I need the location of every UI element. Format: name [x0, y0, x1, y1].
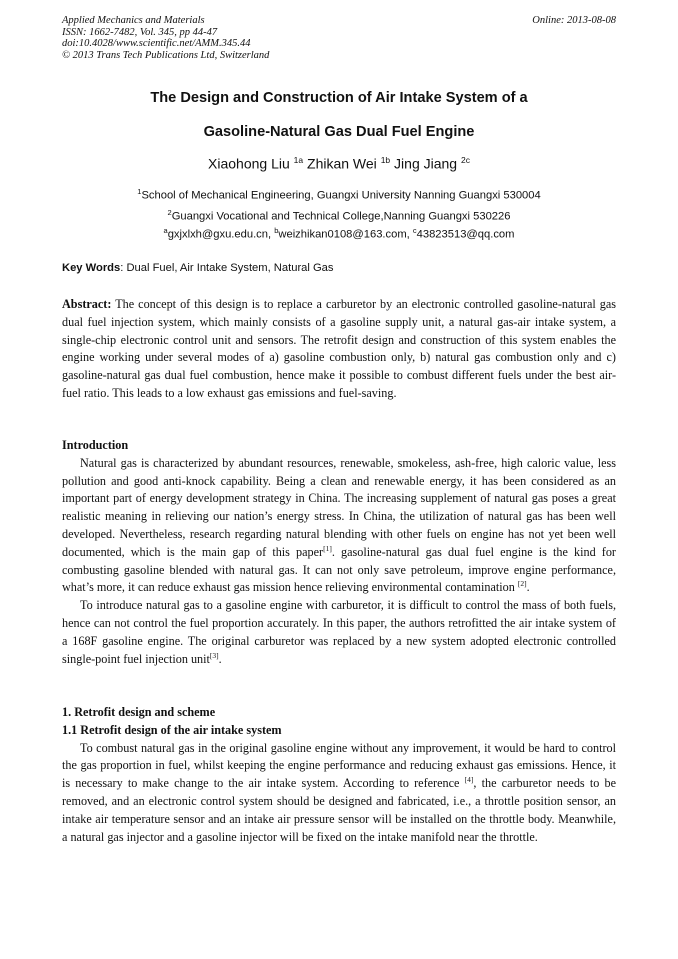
affiliation-2	[62, 208, 616, 223]
author-name: Xiaohong Liu	[208, 155, 290, 172]
journal-header	[62, 15, 269, 61]
affiliation-sup: 1	[137, 187, 142, 196]
citation: [1]	[323, 543, 332, 553]
paragraph-text: , the carburetor needs to be removed, and an electronic control system should be designed and fabricated, i.e., a throttle position sensor, an intake air temperature sensor and an intake air pressure sensor will be installed on the throttle body. Meanwhile, a natural gas injector and a gasoline injector will be fixed on the intake manifold near the throttle.	[62, 776, 616, 844]
abstract-text: The concept of this design is to replace a carburetor by an electronic controlled gasoline-natural gas dual fuel injection system, which mainly consists of a gasoline supply unit, a natural gas-air intake system, a single-chip electronic control unit and sensors. The retrofit design and construction of this system enables the engine working under several modes of a) gasoline combustion only, b) natural gas combustion only and c) gasoline-natural gas dual fuel combustion, hence make it possible to combust different fuels under the best air-fuel ratio. This leads to a low exhaust gas emissions and fuel-saving.	[62, 297, 616, 400]
author-sup: 2c	[460, 155, 470, 165]
subsection-heading: 1.1 Retrofit design of the air intake system	[62, 722, 282, 737]
section-1	[62, 704, 616, 846]
copyright-line: © 2013 Trans Tech Publications Ltd, Switzerland	[62, 49, 270, 61]
email-sup: c	[412, 226, 417, 235]
introduction-section	[62, 437, 616, 668]
section-heading: 1. Retrofit design and scheme	[62, 705, 216, 719]
paragraph-text: Natural gas is characterized by abundant resources, renewable, smokeless, ash-free, high caloric value, less pollution and good anti-knock capability. Being a clean and renewable energy, it has been considered as an important part of energy development strategy in China. The increasing supplement of natural gas poses a great realistic meaning in relieving our nation’s energy stress. In China, the utilization of natural gas has been well developed. Nevertheless, research regarding natural blending with other fuels on engine has not yet been well documented, which is the main gap of this paper	[62, 455, 616, 559]
abstract-label: Abstract:	[62, 297, 112, 311]
author-sup: 1b	[380, 155, 391, 165]
paragraph-text: To combust natural gas in the original gasoline engine without any improvement, it would be hard to control the gas proportion in fuel, whilst keeping the engine performance and reducing exhaust gas emissions. Hence, it is necessary to make change to the air intake system. According to reference	[62, 740, 616, 791]
author-name: Jing Jiang	[394, 155, 458, 172]
paragraph-text: .	[526, 580, 530, 595]
email-text: gxjxlxh@gxu.edu.cn,	[167, 228, 275, 241]
author-name: Zhikan Wei	[307, 155, 377, 172]
citation: [2]	[517, 579, 527, 589]
doi-line: doi:10.4028/www.scientific.net/AMM.345.44	[62, 38, 251, 49]
paper-title-line-1: The Design and Construction of Air Intake System of a	[150, 90, 528, 106]
author-sup: 1a	[293, 155, 304, 165]
online-date: Online: 2013-08-08	[532, 15, 616, 26]
paragraph-text: To introduce natural gas to a gasoline engine with carburetor, it is difficult to control the mass of both fuels, hence can not control the fuel proportion accurately. In this paper, the authors retrofitted the air intake system of a 168F gasoline engine. The original carburetor was replaced by a new system adopted electronic controlled single-point fuel injection unit	[62, 598, 616, 666]
paragraph	[62, 455, 616, 597]
citation: [3]	[209, 650, 219, 660]
citation: [4]	[464, 775, 474, 785]
affiliation-1	[62, 187, 616, 202]
email-sup: a	[163, 226, 168, 235]
email-sup: b	[274, 226, 279, 235]
affiliation-text: Guangxi Vocational and Technical College,Nanning Guangxi 530226	[171, 210, 511, 223]
section-heading: Introduction	[62, 438, 129, 452]
email-text: 43823513@qq.com	[416, 228, 515, 241]
paper-title-line-2: Gasoline-Natural Gas Dual Fuel Engine	[203, 124, 475, 140]
paragraph	[62, 597, 616, 668]
paragraph	[62, 740, 616, 847]
affiliation-sup: 2	[167, 208, 172, 217]
abstract	[62, 296, 616, 403]
email-text: weizhikan0108@163.com,	[278, 228, 413, 241]
paragraph-text: .	[218, 651, 222, 666]
issn-line: ISSN: 1662-7482, Vol. 345, pp 44-47	[62, 26, 218, 38]
author-emails	[62, 226, 616, 241]
keywords-label: Key Words	[62, 262, 121, 274]
author-list	[62, 155, 616, 172]
journal-name: Applied Mechanics and Materials	[62, 15, 205, 26]
paragraph-text: . gasoline-natural gas dual fuel engine is the kind for combusting gasoline blended with natural gas. It can not only save petroleum, improve engine performance, what’s more, it can reduce exhaust gas mission hence relieving environmental contamination	[62, 544, 616, 595]
affiliation-text: School of Mechanical Engineering, Guangxi University Nanning Guangxi 530004	[141, 189, 541, 202]
keywords	[62, 262, 334, 274]
keywords-text: : Dual Fuel, Air Intake System, Natural Gas	[120, 262, 334, 274]
